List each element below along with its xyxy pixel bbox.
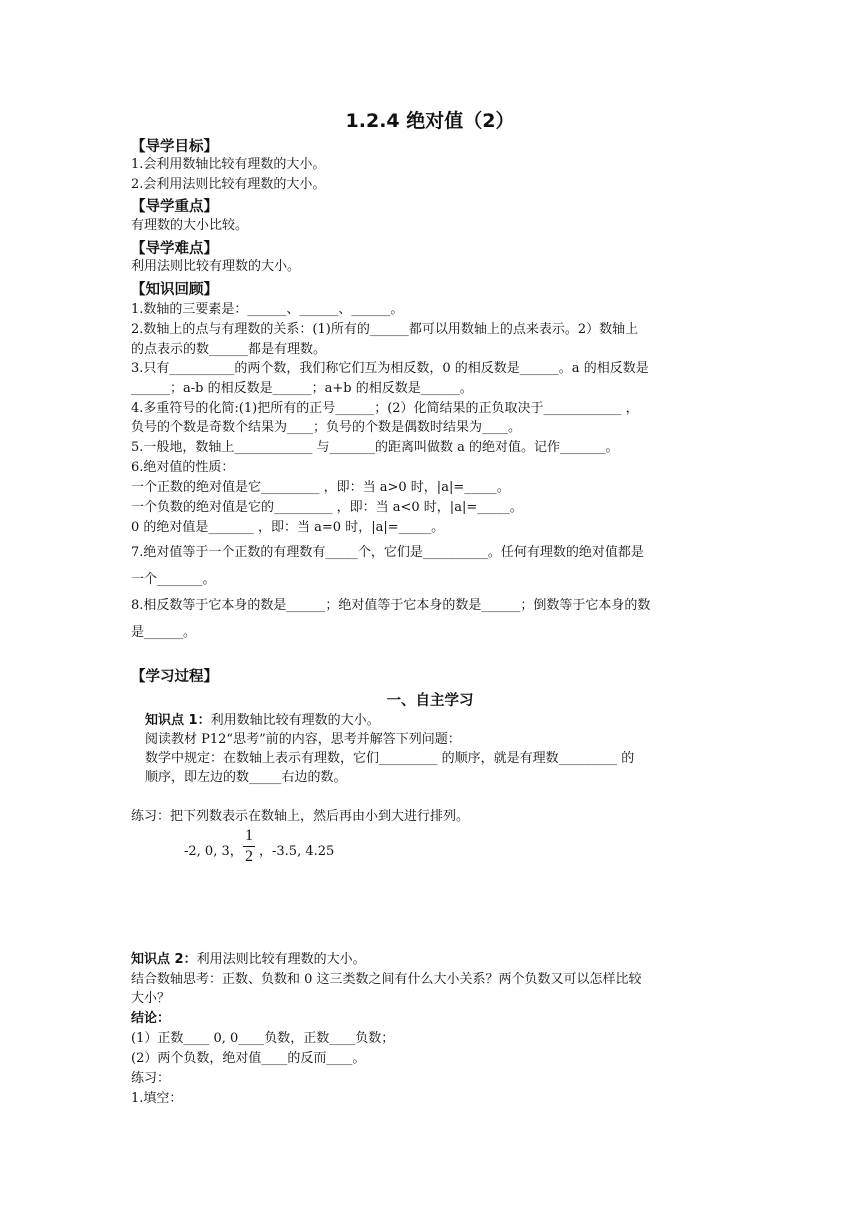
kp2-think-1: 结合数轴思考：正数、负数和 0 这三类数之间有什么大小关系？两个负数又可以怎样比较 — [131, 972, 642, 987]
review-line: 0 的绝对值是_______ ，即：当 a=0 时，|a|=_____。 — [131, 520, 445, 535]
review-line: 负号的个数是奇数个结果为____；负号的个数是偶数时结果为____。 — [131, 420, 522, 435]
fraction-denominator: 2 — [245, 848, 253, 865]
fraction-bar — [243, 846, 255, 847]
conclusion-label: 结论： — [131, 1011, 171, 1026]
kp1-label: 知识点 1： — [145, 713, 211, 728]
key-heading: 【导学重点】 — [131, 199, 218, 215]
number-list-b: ，-3.5, 4.25 — [259, 844, 335, 859]
review-line: 5.一般地，数轴上____________ 与_______的距离叫做数 a 的绝对值。记作_______。 — [131, 440, 619, 455]
fraction-numerator: 1 — [245, 827, 253, 844]
kp1-line — [145, 712, 380, 730]
kp1-read: 阅读教材 P12“思考”前的内容，思考并解答下列问题： — [145, 732, 461, 747]
goal-2: 2.会利用法则比较有理数的大小。 — [131, 177, 326, 192]
kp1-exercise: 练习：把下列数表示在数轴上，然后再由小到大进行排列。 — [131, 809, 470, 824]
review-line: 1.数轴的三要素是：______、______、______。 — [131, 302, 404, 317]
fill-blank-label: 1.填空： — [131, 1091, 183, 1106]
kp2-label: 知识点 2： — [131, 952, 197, 967]
kp1-rule-2: 顺序，即左边的数_____右边的数。 — [145, 770, 347, 785]
page-title: 1.2.4 绝对值（2） — [345, 110, 515, 132]
review-line: 6.绝对值的性质： — [131, 460, 235, 475]
review-line: ______；a-b 的相反数是______；a+b 的相反数是______。 — [131, 381, 473, 396]
conclusion-1: (1）正数____ 0, 0____负数，正数____负数； — [131, 1031, 395, 1046]
review-line: 是______。 — [131, 625, 197, 640]
practice-label: 练习： — [131, 1071, 171, 1086]
review-line: 一个正数的绝对值是它_________ ，即：当 a>0 时，|a|=_____。 — [131, 480, 510, 495]
difficulty-heading: 【导学难点】 — [131, 241, 218, 257]
number-list-a: -2, 0, 3， — [184, 844, 243, 859]
kp1-rule-1: 数学中规定：在数轴上表示有理数，它们_________ 的顺序，就是有理数_________ 的 — [145, 751, 635, 766]
difficulty-point: 利用法则比较有理数的大小。 — [131, 259, 301, 274]
key-point: 有理数的大小比较。 — [131, 218, 249, 233]
kp2-line — [131, 951, 366, 969]
fraction-one-half — [243, 827, 255, 866]
review-line: 的点表示的数______都是有理数。 — [131, 342, 327, 357]
self-study-heading: 一、自主学习 — [386, 693, 474, 709]
review-heading: 【知识回顾】 — [131, 282, 218, 298]
review-line: 2.数轴上的点与有理数的关系：(1)所有的______都可以用数轴上的点来表示。2）数轴上 — [131, 322, 639, 337]
review-line: 一个_______。 — [131, 572, 216, 587]
kp1-text: 利用数轴比较有理数的大小。 — [210, 713, 380, 728]
review-line: 3.只有__________的两个数，我们称它们互为相反数，0 的相反数是______。a 的相反数是 — [131, 361, 649, 376]
conclusion-2: (2）两个负数，绝对值____的反而____。 — [131, 1051, 366, 1066]
kp2-text: 利用法则比较有理数的大小。 — [196, 952, 366, 967]
kp2-think-2: 大小？ — [131, 991, 171, 1006]
review-line: 4.多重符号的化简:(1)把所有的正号______；(2）化简结果的正负取决于____________ ， — [131, 401, 639, 416]
goals-heading: 【导学目标】 — [131, 139, 218, 155]
process-heading: 【学习过程】 — [131, 669, 218, 685]
review-line: 7.绝对值等于一个正数的有理数有_____个，它们是__________。任何有理数的绝对值都是 — [131, 545, 644, 560]
review-line: 8.相反数等于它本身的数是______；绝对值等于它本身的数是______；倒数等于它本身的数 — [131, 598, 651, 613]
goal-1: 1.会利用数轴比较有理数的大小。 — [131, 157, 326, 172]
review-line: 一个负数的绝对值是它的_________ ，即：当 a<0 时，|a|=_____。 — [131, 500, 523, 515]
